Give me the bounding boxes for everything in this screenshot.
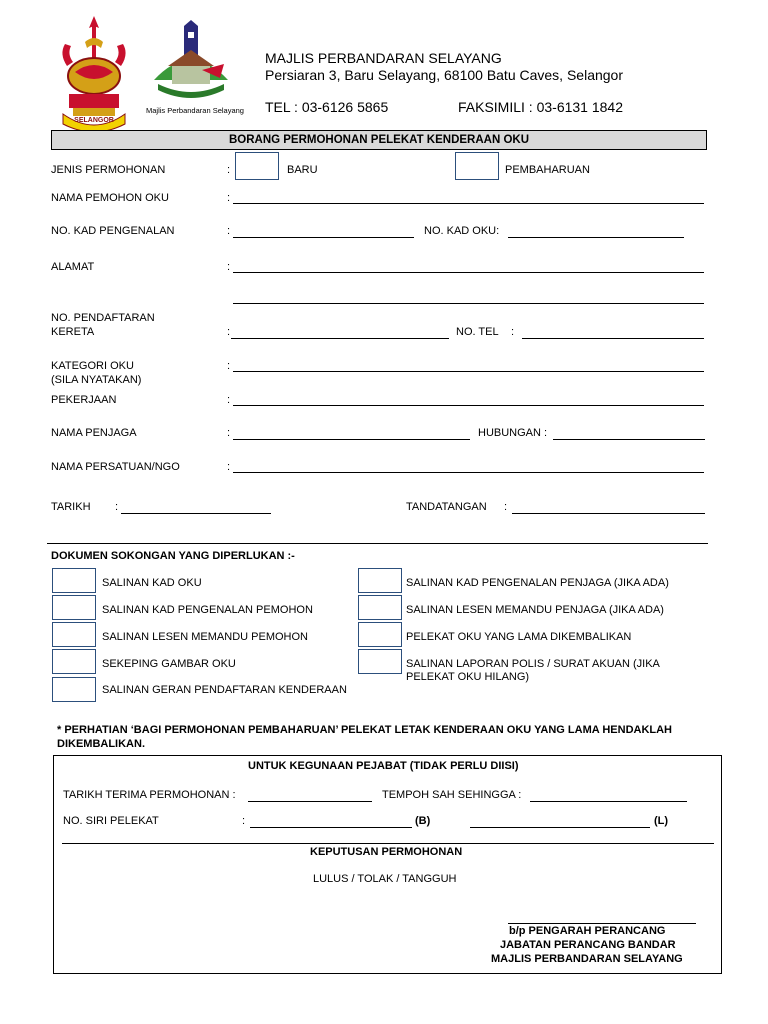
doc-label-left-3: SALINAN LESEN MEMANDU PEMOHON <box>102 631 308 643</box>
pembaharuan-checkbox[interactable] <box>455 152 499 180</box>
nama-penjaga-colon: : <box>227 427 231 439</box>
nama-pemohon-colon: : <box>227 192 231 204</box>
pembaharuan-label: PEMBAHARUAN <box>505 164 590 176</box>
pekerjaan-colon: : <box>227 394 231 406</box>
signature-line-3: MAJLIS PERBANDARAN SELAYANG <box>491 953 683 965</box>
pendaftaran-field[interactable] <box>231 338 449 339</box>
tandatangan-colon: : <box>504 501 508 513</box>
doc-label-left-4: SEKEPING GAMBAR OKU <box>102 658 236 670</box>
tel-number: TEL : 03-6126 5865 <box>265 99 389 115</box>
fax-number: FAKSIMILI : 03-6131 1842 <box>458 99 623 115</box>
no-tel-colon: : <box>511 326 515 338</box>
doc-label-right-4-cont: PELEKAT OKU HILANG) <box>406 671 530 683</box>
kad-oku-field[interactable] <box>508 237 684 238</box>
tarikh-terima-field[interactable] <box>248 801 372 802</box>
hubungan-field[interactable] <box>553 439 705 440</box>
doc-checkbox-right-1[interactable] <box>358 568 402 593</box>
no-siri-l-field[interactable] <box>470 827 650 828</box>
tandatangan-label: TANDATANGAN <box>406 501 487 513</box>
jenis-colon: : <box>227 164 231 176</box>
doc-label-left-1: SALINAN KAD OKU <box>102 577 202 589</box>
kategori-label-2: (SILA NYATAKAN) <box>51 374 142 386</box>
doc-label-right-1: SALINAN KAD PENGENALAN PENJAGA (JIKA ADA) <box>406 577 669 589</box>
kad-pengenalan-label: NO. KAD PENGENALAN <box>51 225 175 237</box>
no-tel-label: NO. TEL <box>456 326 499 338</box>
doc-label-right-3: PELEKAT OKU YANG LAMA DIKEMBALIKAN <box>406 631 632 643</box>
office-title: UNTUK KEGUNAAN PEJABAT (TIDAK PERLU DIISI) <box>248 760 519 772</box>
signature-line-1: b/p PENGARAH PERANCANG <box>509 925 666 937</box>
tarikh-label: TARIKH <box>51 501 91 513</box>
nama-penjaga-field[interactable] <box>233 439 470 440</box>
mps-building-icon <box>146 20 236 106</box>
tarikh-terima-label: TARIKH TERIMA PERMOHONAN : <box>63 789 236 801</box>
no-siri-label: NO. SIRI PELEKAT <box>63 815 159 827</box>
kad-oku-label: NO. KAD OKU: <box>424 225 500 237</box>
doc-checkbox-left-4[interactable] <box>52 649 96 674</box>
doc-label-left-5: SALINAN GERAN PENDAFTARAN KENDERAAN <box>102 684 347 696</box>
form-title: BORANG PERMOHONAN PELEKAT KENDERAAN OKU <box>51 130 707 150</box>
signature-line-2: JABATAN PERANCANG BANDAR <box>500 939 676 951</box>
org-address: Persiaran 3, Baru Selayang, 68100 Batu Caves, Selangor <box>265 67 624 83</box>
baru-label: BARU <box>287 164 318 176</box>
alamat-field-line-2[interactable] <box>233 303 704 304</box>
selangor-crest-logo <box>55 14 133 132</box>
tempoh-label: TEMPOH SAH SEHINGGA : <box>382 789 522 801</box>
alamat-colon: : <box>227 261 231 273</box>
pendaftaran-label-1: NO. PENDAFTARAN <box>51 312 155 324</box>
no-siri-colon: : <box>242 815 246 827</box>
mps-logo <box>146 20 244 120</box>
doc-label-left-2: SALINAN KAD PENGENALAN PEMOHON <box>102 604 313 616</box>
jenis-permohonan-label: JENIS PERMOHONAN <box>51 164 166 176</box>
mps-logo-text: Majlis Perbandaran Selayang <box>146 106 244 115</box>
alamat-field-line-1[interactable] <box>233 272 704 273</box>
tarikh-colon: : <box>115 501 119 513</box>
doc-checkbox-left-5[interactable] <box>52 677 96 702</box>
keputusan-title: KEPUTUSAN PERMOHONAN <box>310 846 463 858</box>
persatuan-colon: : <box>227 461 231 473</box>
no-siri-b-field[interactable] <box>250 827 412 828</box>
pendaftaran-label-2: KERETA <box>51 326 95 338</box>
documents-heading: DOKUMEN SOKONGAN YANG DIPERLUKAN :- <box>51 550 295 562</box>
persatuan-label: NAMA PERSATUAN/NGO <box>51 461 180 473</box>
notice-line-1: * PERHATIAN ‘BAGI PERMOHONAN PEMBAHARUAN’ PELEKAT LETAK KENDERAAN OKU YANG LAMA HENDAKLAH <box>57 724 673 736</box>
tempoh-field[interactable] <box>530 801 687 802</box>
persatuan-field[interactable] <box>233 472 704 473</box>
doc-checkbox-left-1[interactable] <box>52 568 96 593</box>
tarikh-field[interactable] <box>121 513 271 514</box>
kategori-label-1: KATEGORI OKU <box>51 360 134 372</box>
doc-checkbox-left-2[interactable] <box>52 595 96 620</box>
doc-checkbox-left-3[interactable] <box>52 622 96 647</box>
org-name: MAJLIS PERBANDARAN SELAYANG <box>265 50 502 66</box>
tandatangan-field[interactable] <box>512 513 705 514</box>
section-divider <box>47 543 708 544</box>
doc-checkbox-right-3[interactable] <box>358 622 402 647</box>
signature-line[interactable] <box>508 923 696 924</box>
selangor-logo-text: SELANGOR <box>74 117 114 124</box>
notice-line-2: DIKEMBALIKAN. <box>57 738 145 750</box>
no-tel-field[interactable] <box>522 338 704 339</box>
no-siri-l-label: (L) <box>654 815 669 827</box>
kad-pengenalan-field[interactable] <box>233 237 414 238</box>
alamat-label: ALAMAT <box>51 261 95 273</box>
kad-pengenalan-colon: : <box>227 225 231 237</box>
pekerjaan-field[interactable] <box>233 405 704 406</box>
hubungan-label: HUBUNGAN : <box>478 427 548 439</box>
pekerjaan-label: PEKERJAAN <box>51 394 117 406</box>
doc-label-right-2: SALINAN LESEN MEMANDU PENJAGA (JIKA ADA) <box>406 604 664 616</box>
doc-label-right-4: SALINAN LAPORAN POLIS / SURAT AKUAN (JIKA <box>406 658 660 670</box>
pendaftaran-colon: : <box>227 326 231 338</box>
doc-checkbox-right-4[interactable] <box>358 649 402 674</box>
office-divider <box>62 843 714 844</box>
baru-checkbox[interactable] <box>235 152 279 180</box>
selangor-crest-icon <box>55 14 133 132</box>
nama-penjaga-label: NAMA PENJAGA <box>51 427 137 439</box>
doc-checkbox-right-2[interactable] <box>358 595 402 620</box>
nama-pemohon-label: NAMA PEMOHON OKU <box>51 192 169 204</box>
nama-pemohon-field[interactable] <box>233 203 704 204</box>
kategori-field[interactable] <box>233 371 704 372</box>
keputusan-options[interactable]: LULUS / TOLAK / TANGGUH <box>313 873 457 885</box>
no-siri-b-label: (B) <box>415 815 431 827</box>
kategori-colon: : <box>227 360 231 372</box>
